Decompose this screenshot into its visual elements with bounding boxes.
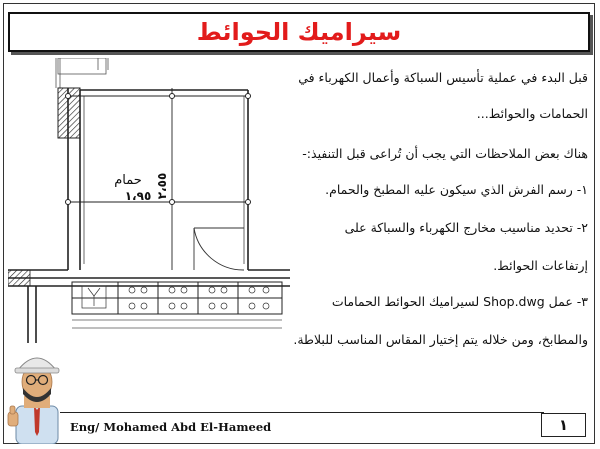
line7-file: Shop.dwg [483,294,545,309]
page-number: ١ [541,413,586,437]
bottom-walls [8,270,290,343]
text-line: الحمامات والحوائط... [476,106,588,121]
text-line: قبل البدء في عملية تأسيس السباكة وأعمال الكهرباء في [298,70,588,85]
text-line: إرتفاعات الحوائط. [493,258,588,273]
bathroom-floor-plan [8,58,290,343]
height-dimension-label: ٢،٥٥ [155,172,169,200]
author-name: Eng/ Mohamed Abd El-Hameed [70,420,272,434]
top-opening-lines [56,58,108,88]
footer-rule [60,412,544,413]
door-swing [194,228,244,270]
width-dimension-label: ١،٩٥ [124,189,152,203]
text-line: هناك بعض الملاحظات التي يجب أن تُراعى قبل التنفيذ:- [302,146,588,161]
text-line-7 [332,294,588,309]
line7-prefix: ٣- عمل [548,294,588,309]
title-banner [8,12,590,52]
lower-lines [72,320,282,328]
engineer-avatar [6,348,68,444]
text-line: ١- رسم الفرش الذي سيكون عليه المطبخ والحمام. [325,182,588,197]
line7-suffix: لسيراميك الحوائط الحمامات [331,294,480,309]
page-title: سيراميك الحوائط [196,18,402,46]
room-label: حمام [114,173,142,188]
text-line: ٢- تحديد مناسيب مخارج الكهرباء والسباكة على [344,220,588,235]
bottom-hatched-wall [8,270,30,286]
text-line: والمطابخ، ومن خلاله يتم إختيار المقاس المناسب للبلاطة. [293,332,588,347]
